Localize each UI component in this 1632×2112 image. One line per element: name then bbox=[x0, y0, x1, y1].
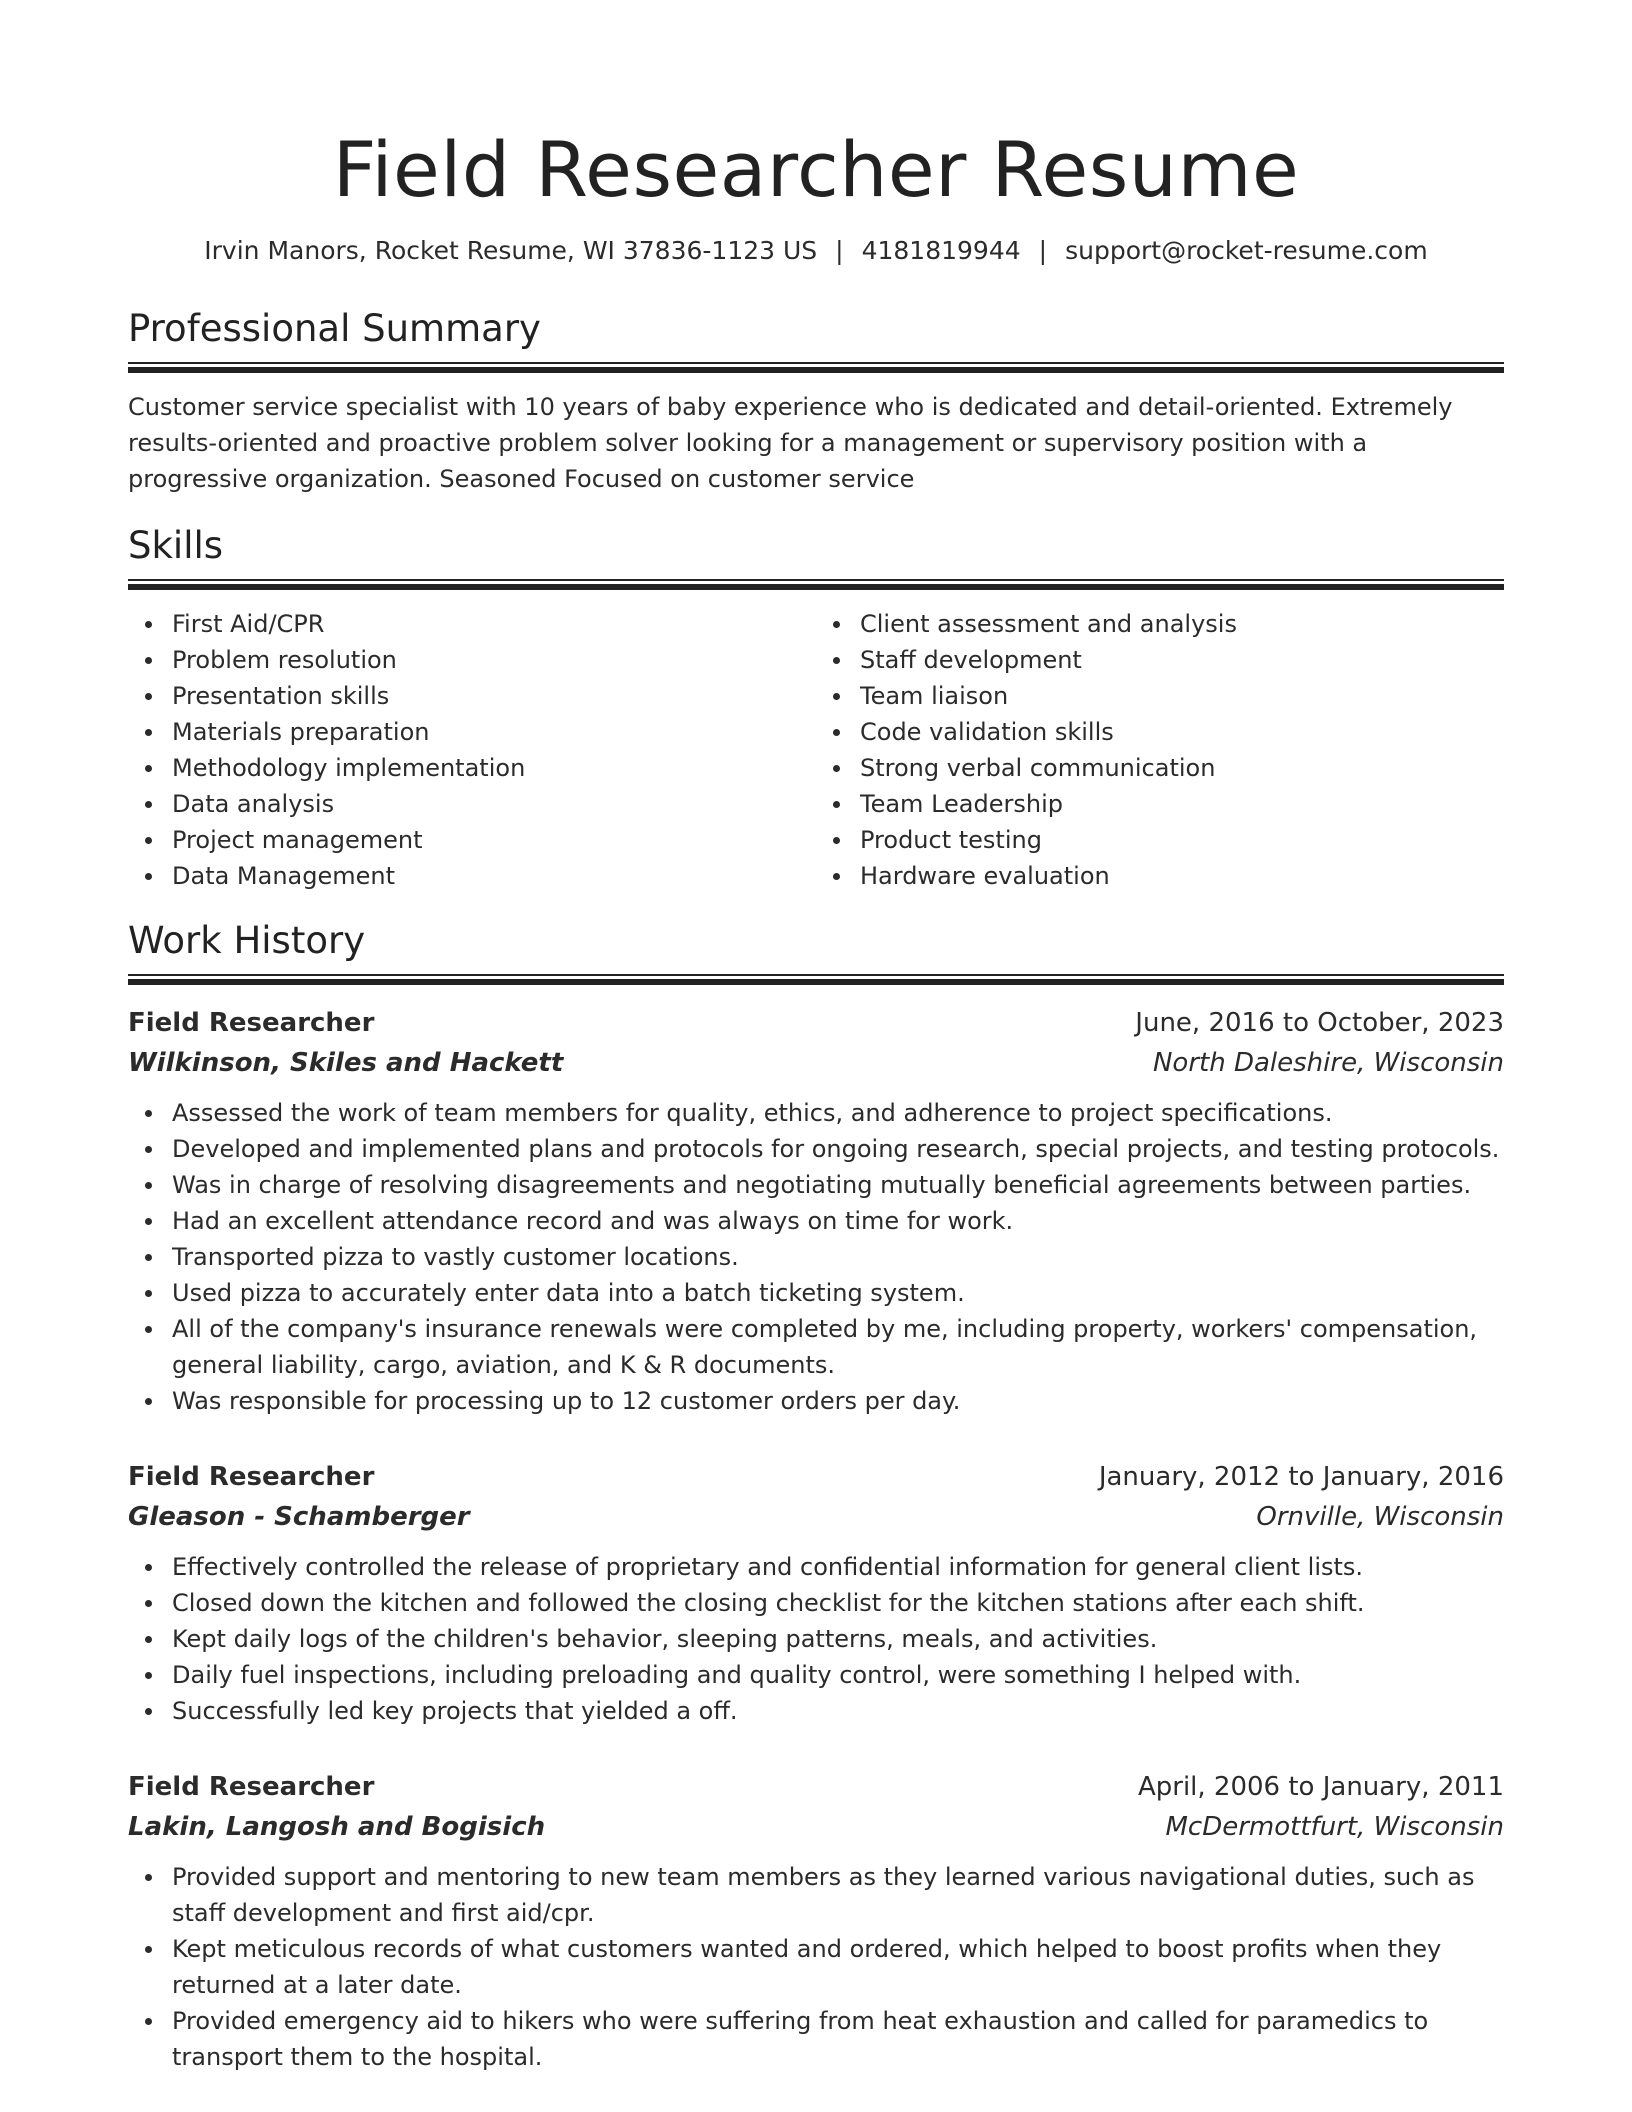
job-company-row bbox=[128, 1807, 1504, 1847]
job-company-row bbox=[128, 1497, 1504, 1537]
job-duty-item: Was responsible for processing up to 12 customer orders per day. bbox=[172, 1383, 1504, 1419]
resume-page bbox=[128, 0, 1504, 2075]
work-history-section bbox=[128, 918, 1504, 2075]
job-company-row bbox=[128, 1043, 1504, 1083]
job-location: Ornville, Wisconsin bbox=[1256, 1502, 1504, 1532]
contact-address: Irvin Manors, Rocket Resume, WI 37836-1123 US bbox=[204, 236, 818, 265]
skill-item: Methodology implementation bbox=[172, 750, 816, 786]
section-heading-work-history: Work History bbox=[128, 919, 366, 962]
skill-item: Materials preparation bbox=[172, 714, 816, 750]
job-duty-item: Was in charge of resolving disagreements and negotiating mutually beneficial agreements between parties. bbox=[172, 1167, 1504, 1203]
job-duty-item: Provided support and mentoring to new team members as they learned various navigational duties, such as staff development and first aid/cpr. bbox=[172, 1859, 1504, 1931]
professional-summary-section bbox=[128, 306, 1504, 497]
resume-title: Field Researcher Resume bbox=[332, 125, 1300, 214]
job-title: Field Researcher bbox=[128, 1462, 375, 1492]
skill-item: Team Leadership bbox=[860, 786, 1504, 822]
section-heading-skills: Skills bbox=[128, 524, 224, 567]
job-entry bbox=[128, 1003, 1504, 1419]
job-dates: April, 2006 to January, 2011 bbox=[1137, 1772, 1504, 1802]
job-entry bbox=[128, 1457, 1504, 1729]
job-duty-item: Daily fuel inspections, including preloading and quality control, were something I helped with. bbox=[172, 1657, 1504, 1693]
section-divider bbox=[128, 362, 1504, 373]
skills-section bbox=[128, 523, 1504, 894]
job-duties-list bbox=[128, 1549, 1504, 1729]
job-duty-item: Successfully led key projects that yielded a off. bbox=[172, 1693, 1504, 1729]
job-title: Field Researcher bbox=[128, 1008, 375, 1038]
skill-item: Presentation skills bbox=[172, 678, 816, 714]
job-header-row bbox=[128, 1457, 1504, 1497]
job-duty-item: Provided emergency aid to hikers who were suffering from heat exhaustion and called for paramedics to transport them to the hospital. bbox=[172, 2003, 1504, 2075]
job-duty-item: Had an excellent attendance record and was always on time for work. bbox=[172, 1203, 1504, 1239]
skill-item: Staff development bbox=[860, 642, 1504, 678]
section-divider bbox=[128, 974, 1504, 985]
skill-item: First Aid/CPR bbox=[172, 606, 816, 642]
job-duty-item: Closed down the kitchen and followed the closing checklist for the kitchen stations after each shift. bbox=[172, 1585, 1504, 1621]
job-dates: January, 2012 to January, 2016 bbox=[1098, 1462, 1504, 1492]
job-duty-item: Used pizza to accurately enter data into a batch ticketing system. bbox=[172, 1275, 1504, 1311]
job-location: North Daleshire, Wisconsin bbox=[1152, 1048, 1504, 1078]
skills-list-right bbox=[816, 606, 1504, 894]
contact-line bbox=[128, 234, 1504, 268]
skill-item: Team liaison bbox=[860, 678, 1504, 714]
skill-item: Client assessment and analysis bbox=[860, 606, 1504, 642]
job-company: Lakin, Langosh and Bogisich bbox=[128, 1812, 546, 1842]
skill-item: Strong verbal communication bbox=[860, 750, 1504, 786]
job-header-row bbox=[128, 1767, 1504, 1807]
job-duties-list bbox=[128, 1859, 1504, 2075]
summary-text: Customer service specialist with 10 years of baby experience who is dedicated and detail-oriented. Extremely results-oriented and proactive problem solver looking for a management or supervisory position with a progressive organization. Seasoned Focused on customer service bbox=[128, 393, 1453, 493]
job-header-row bbox=[128, 1003, 1504, 1043]
contact-separator: | bbox=[1038, 236, 1048, 265]
job-entry bbox=[128, 1767, 1504, 2075]
job-duty-item: Developed and implemented plans and protocols for ongoing research, special projects, and testing protocols. bbox=[172, 1131, 1504, 1167]
skill-item: Product testing bbox=[860, 822, 1504, 858]
contact-separator: | bbox=[835, 236, 844, 265]
job-duty-item: All of the company's insurance renewals were completed by me, including property, workers' compensation, general liability, cargo, aviation, and K & R documents. bbox=[172, 1311, 1504, 1383]
job-title: Field Researcher bbox=[128, 1772, 375, 1802]
skill-item: Problem resolution bbox=[172, 642, 816, 678]
job-duty-item: Assessed the work of team members for quality, ethics, and adherence to project specifications. bbox=[172, 1095, 1504, 1131]
skills-list-left bbox=[128, 606, 816, 894]
job-company: Wilkinson, Skiles and Hackett bbox=[128, 1048, 564, 1078]
job-location: McDermottfurt, Wisconsin bbox=[1165, 1812, 1504, 1842]
skill-item: Hardware evaluation bbox=[860, 858, 1504, 894]
contact-email: support@rocket-resume.com bbox=[1065, 236, 1428, 265]
job-duty-item: Transported pizza to vastly customer locations. bbox=[172, 1239, 1504, 1275]
job-duty-item: Kept meticulous records of what customers wanted and ordered, which helped to boost profits when they returned at a later date. bbox=[172, 1931, 1504, 2003]
skills-columns bbox=[128, 606, 1504, 894]
skill-item: Project management bbox=[172, 822, 816, 858]
skill-item: Code validation skills bbox=[860, 714, 1504, 750]
job-duty-item: Effectively controlled the release of proprietary and confidential information for general client lists. bbox=[172, 1549, 1504, 1585]
section-divider bbox=[128, 579, 1504, 590]
job-company: Gleason - Schamberger bbox=[128, 1502, 470, 1532]
job-duties-list bbox=[128, 1095, 1504, 1419]
job-duty-item: Kept daily logs of the children's behavior, sleeping patterns, meals, and activities. bbox=[172, 1621, 1504, 1657]
job-dates: June, 2016 to October, 2023 bbox=[1135, 1008, 1504, 1038]
skill-item: Data analysis bbox=[172, 786, 816, 822]
section-heading-summary: Professional Summary bbox=[128, 307, 541, 350]
contact-phone: 4181819944 bbox=[861, 236, 1021, 265]
skill-item: Data Management bbox=[172, 858, 816, 894]
